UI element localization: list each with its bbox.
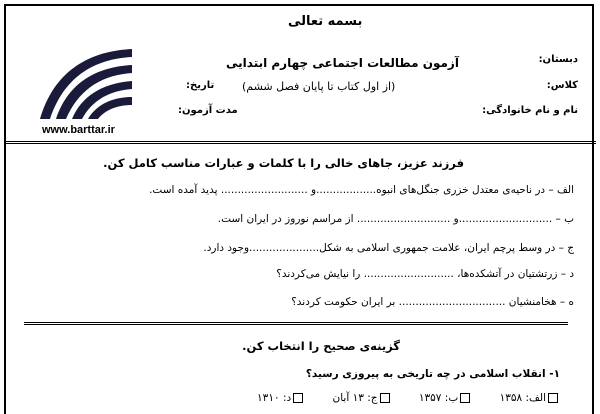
option-c[interactable]: ج: ۱۳ آبان	[333, 392, 392, 404]
fill-item-2: ب – ............................و ............................ از مراسم نوروز در ایران است.	[217, 213, 574, 225]
fill-item-3: ج – در وسط پرچم ایران، علامت جمهوری اسلامی به شکل.....................وجود دارد.	[203, 242, 574, 254]
fill-item-4: د – زرتشتیان در آتشکده‌ها، ........................... را نیایش می‌کردند؟	[276, 268, 574, 280]
option-d[interactable]: د: ۱۳۱۰	[257, 392, 305, 404]
mcq-question: ۱- انقلاب اسلامی در چه تاریخی به پیروزی رسید؟	[305, 368, 560, 380]
checkbox-b[interactable]	[460, 393, 470, 403]
section-divider	[24, 322, 568, 325]
exam-scope: (از اول کتاب تا پایان فصل ششم)	[242, 80, 396, 93]
section2-instruction: گزینه‌ی صحیح را انتخاب کن.	[242, 339, 400, 353]
bismillah-title: بسمه تعالی	[288, 14, 363, 29]
option-b[interactable]: ب: ۱۳۵۷	[419, 392, 472, 404]
school-label: دبستان:	[538, 54, 578, 65]
checkbox-a[interactable]	[548, 393, 558, 403]
class-label: کلاس:	[546, 80, 578, 91]
option-a[interactable]: الف: ۱۳۵۸	[500, 392, 560, 404]
date-label: تاریخ:	[186, 80, 215, 91]
fill-item-1: الف – در ناحیه‌ی معتدل خزری جنگل‌های انبوه..................و .......................... پدید آمده است.	[149, 184, 574, 196]
fill-item-5: ه – هخامنشیان ................................ بر ایران حکومت کردند؟	[291, 296, 574, 308]
checkbox-d[interactable]	[293, 393, 303, 403]
exam-title: آزمون مطالعات اجتماعی چهارم ابتدایی	[226, 56, 459, 70]
duration-label: مدت آزمون:	[178, 105, 238, 116]
barttar-logo-icon	[34, 41, 134, 121]
section1-instruction: فرزند عزیز، جاهای خالی را با کلمات و عبارات مناسب کامل کن.	[103, 156, 464, 170]
mcq-options	[233, 392, 560, 404]
checkbox-c[interactable]	[380, 393, 390, 403]
exam-header	[6, 6, 596, 144]
logo-url: www.barttar.ir	[42, 124, 115, 136]
name-label: نام و نام خانوادگی:	[482, 105, 578, 116]
